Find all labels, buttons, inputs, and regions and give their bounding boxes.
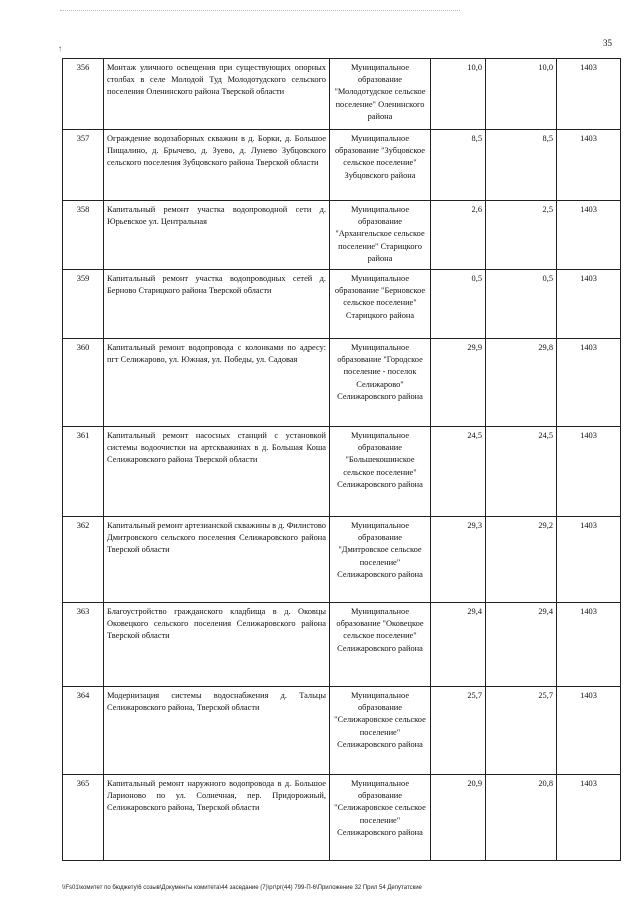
budget-code: 1403 [557,59,621,130]
table-row [63,427,621,517]
municipality: Муниципальное образование "Молодотудское сельское поселение" Оленинского района [330,59,431,130]
budget-code: 1403 [557,775,621,861]
budget-code: 1403 [557,687,621,775]
table-row [63,517,621,603]
amount-planned: 29,9 [431,339,486,427]
amount-planned: 10,0 [431,59,486,130]
table-row [63,687,621,775]
row-number: 365 [63,775,104,861]
table-row [63,603,621,687]
work-description: Капитальный ремонт насосных станций с установкой системы водоочистки на артскважинах в д. Большая Коша Селижаровского района Тверской области [104,427,330,517]
row-number: 362 [63,517,104,603]
amount-planned: 29,4 [431,603,486,687]
row-number: 356 [63,59,104,130]
amount-planned: 24,5 [431,427,486,517]
municipality: Муниципальное образование "Зубцовское сельское поселение" Зубцовского района [330,130,431,201]
row-number: 357 [63,130,104,201]
file-path-footer: \\Fs01\комитет по бюджету\6 созыв\Документы комитета\44 заседание (7)\рг\рг(44) 799-П-6\Приложение 32 Прил 54 Депутатские [62,885,422,891]
table-row [63,59,621,130]
table-row [63,775,621,861]
row-number: 364 [63,687,104,775]
appropriations-table [62,58,621,861]
table-body [63,59,621,861]
work-description: Ограждение водозаборных скважин в д. Борки, д. Большое Пищалино, д. Брычево, д. Зуево, д. Лунево Зубцовского сельского поселения Зубцовского района Тверской области [104,130,330,201]
budget-code: 1403 [557,130,621,201]
budget-code: 1403 [557,339,621,427]
table-row [63,130,621,201]
amount-planned: 0,5 [431,270,486,339]
table-row [63,270,621,339]
budget-code: 1403 [557,517,621,603]
row-number: 361 [63,427,104,517]
municipality: Муниципальное образование "Архангельское сельское поселение" Старицкого района [330,201,431,270]
municipality: Муниципальное образование "Селижаровское сельское поселение" Селижаровского района [330,687,431,775]
amount-actual: 0,5 [486,270,557,339]
amount-actual: 29,8 [486,339,557,427]
work-description: Капитальный ремонт участка водопроводной сети д. Юрьевское ул. Центральная [104,201,330,270]
amount-actual: 2,5 [486,201,557,270]
budget-code: 1403 [557,270,621,339]
work-description: Капитальный ремонт водопровода с колонками по адресу: пгт Селижарово, ул. Южная, ул. Победы, ул. Садовая [104,339,330,427]
work-description: Капитальный ремонт артезианской скважины в д. Филистово Дмитровского сельского поселения Селижаровского района Тверской области [104,517,330,603]
amount-actual: 10,0 [486,59,557,130]
budget-code: 1403 [557,201,621,270]
table-row [63,201,621,270]
amount-actual: 29,2 [486,517,557,603]
work-description: Благоустройство гражданского кладбища в д. Оковцы Оковецкого сельского поселения Селижаровского района Тверской области [104,603,330,687]
municipality: Муниципальное образование "Дмитровское сельское поселение" Селижаровского района [330,517,431,603]
amount-actual: 20,8 [486,775,557,861]
amount-actual: 29,4 [486,603,557,687]
municipality: Муниципальное образование "Городское поселение - поселок Селижарово" Селижаровского района [330,339,431,427]
amount-planned: 8,5 [431,130,486,201]
amount-actual: 8,5 [486,130,557,201]
amount-planned: 20,9 [431,775,486,861]
work-description: Капитальный ремонт участка водопроводных сетей д. Берново Старицкого района Тверской области [104,270,330,339]
row-number: 359 [63,270,104,339]
work-description: Монтаж уличного освещения при существующих опорных столбах в селе Молодой Туд Молодотудского сельского поселения Оленинского района Тверской области [104,59,330,130]
margin-mark: ↑ [58,44,62,53]
amount-planned: 2,6 [431,201,486,270]
amount-planned: 25,7 [431,687,486,775]
page-number: 35 [603,38,612,48]
row-number: 358 [63,201,104,270]
municipality: Муниципальное образование "Оковецкое сельское поселение" Селижаровского района [330,603,431,687]
municipality: Муниципальное образование "Большекошинское сельское поселение" Селижаровского района [330,427,431,517]
budget-code: 1403 [557,603,621,687]
row-number: 363 [63,603,104,687]
scan-top-edge [60,10,460,12]
amount-planned: 29,3 [431,517,486,603]
amount-actual: 24,5 [486,427,557,517]
row-number: 360 [63,339,104,427]
municipality: Муниципальное образование "Берновское сельское поселение" Старицкого района [330,270,431,339]
amount-actual: 25,7 [486,687,557,775]
work-description: Капитальный ремонт наружного водопровода в д. Большое Ларионово по ул. Солнечная, пер. Придорожный, Селижаровского района, Тверской области [104,775,330,861]
budget-code: 1403 [557,427,621,517]
table-row [63,339,621,427]
municipality: Муниципальное образование "Селижаровское сельское поселение" Селижаровского района [330,775,431,861]
work-description: Модернизация системы водоснабжения д. Тальцы Селижаровского района, Тверской области [104,687,330,775]
